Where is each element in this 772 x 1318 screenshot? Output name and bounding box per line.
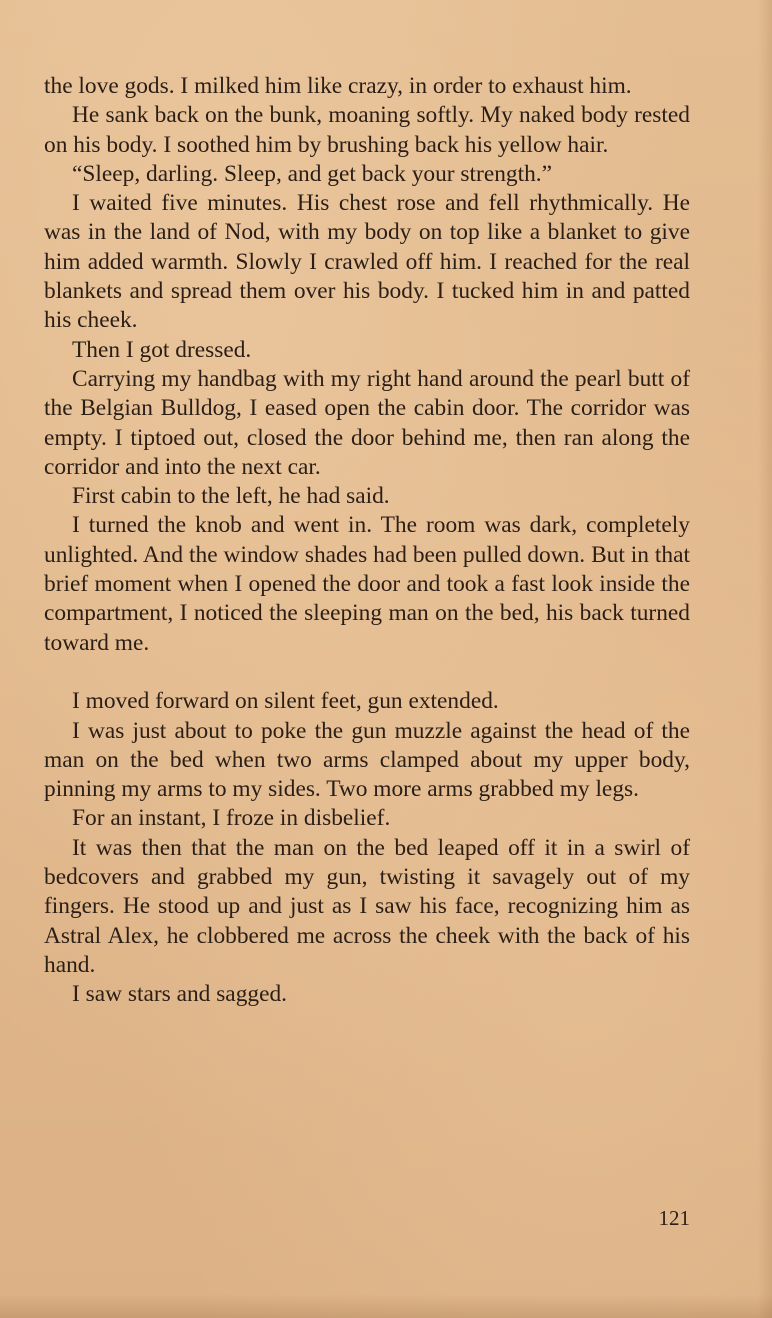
- paragraph: He sank back on the bunk, moaning softly. My naked body rested on his body. I soothed him by brushing back his yellow hair.: [44, 102, 690, 158]
- page-edge-shadow-right: [758, 0, 772, 1318]
- paragraph: I moved forward on silent feet, gun extended.: [72, 688, 499, 715]
- paragraph: For an instant, I froze in disbelief.: [72, 805, 391, 832]
- paragraph: I turned the knob and went in. The room was dark, completely unlighted. And the window shades had been pulled down. But in that brief moment when I opened the door and took a fast look inside the compartment, I noticed the sleeping man on the bed, his back turned toward me.: [44, 512, 690, 656]
- paragraph: First cabin to the left, he had said.: [72, 483, 390, 510]
- page-number: 121: [658, 1206, 690, 1230]
- paragraph: “Sleep, darling. Sleep, and get back your strength.”: [72, 160, 553, 187]
- paragraph: I saw stars and sagged.: [72, 981, 288, 1008]
- paragraph: I was just about to poke the gun muzzle against the head of the man on the bed when two arms clamped about my upper body, pinning my arms to my sides. Two more arms grabbed my legs.: [44, 717, 690, 803]
- paragraph: Then I got dressed.: [72, 336, 252, 363]
- paragraph: I waited five minutes. His chest rose and fell rhythmically. He was in the land of Nod, with my body on top like a blanket to give him added warmth. Slowly I crawled off him. I reached for the real blankets and spread them over his body. I tucked him in and patted his cheek.: [44, 190, 690, 334]
- body-text: [44, 72, 690, 1010]
- paragraph: the love gods. I milked him like crazy, in order to exhaust him.: [44, 73, 632, 99]
- page-edge-shadow: [0, 1294, 772, 1318]
- paragraph: Carrying my handbag with my right hand around the pearl butt of the Belgian Bulldog, I eased open the cabin door. The corridor was empty. I tiptoed out, closed the door behind me, then ran along the corridor and into the next car.: [44, 365, 690, 480]
- paragraph: It was then that the man on the bed leaped off it in a swirl of bedcovers and grabbed my gun, twisting it savagely out of my fingers. He stood up and just as I saw his face, recognizing him as Astral Alex, he clobbered me across the cheek with the back of his hand.: [44, 834, 690, 978]
